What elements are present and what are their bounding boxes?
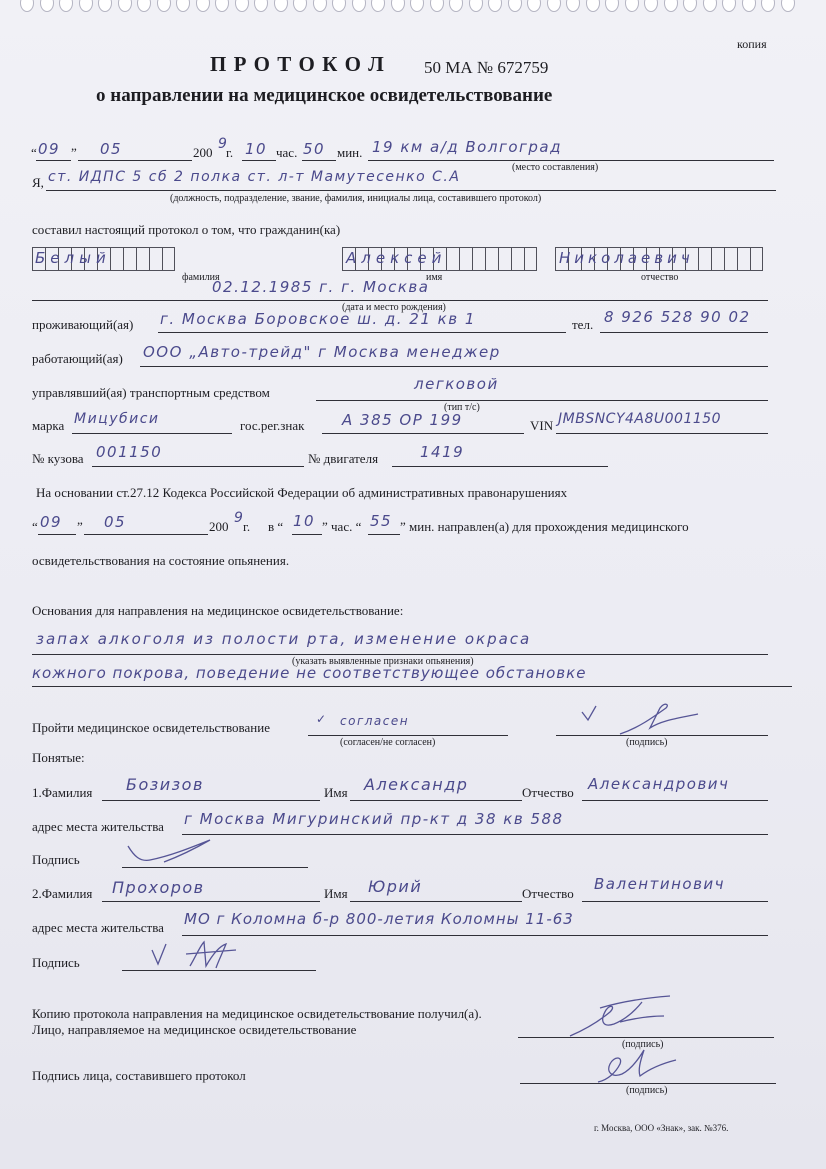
minute-field[interactable]: 50 xyxy=(303,140,326,158)
spiral-hole xyxy=(371,0,385,12)
spiral-hole xyxy=(391,0,405,12)
char-box xyxy=(472,247,485,271)
spiral-hole xyxy=(703,0,717,12)
witness-2-surname-label: 2.Фамилия xyxy=(32,886,93,901)
spiral-hole xyxy=(293,0,307,12)
signs-line-2[interactable]: кожного покрова, поведение не соответствующее обстановке xyxy=(32,664,587,682)
print-footer: г. Москва, ООО «Знак», зак. №376. xyxy=(594,1123,729,1133)
spiral-holes xyxy=(0,0,826,22)
date-month-field[interactable]: 05 xyxy=(100,140,123,158)
page-title: П Р О Т О К О Л xyxy=(210,52,385,76)
witness-2-signature-icon xyxy=(150,938,260,972)
place-field[interactable]: 19 км а/д Волгоград xyxy=(372,138,562,156)
direction-text: ” мин. направлен(а) для прохождения медицинского xyxy=(400,519,689,534)
direction-day-field[interactable]: 09 xyxy=(40,513,63,531)
person-sent-label: Лицо, направляемое на медицинское освидетельствование xyxy=(32,1022,357,1037)
witness-1-surname-label: 1.Фамилия xyxy=(32,785,93,800)
char-box xyxy=(698,247,711,271)
officer-caption: (должность, подразделение, звание, фамилия, инициалы лица, составившего протокол) xyxy=(170,193,542,204)
spiral-hole xyxy=(20,0,34,12)
officer-signature-caption: (подпись) xyxy=(626,1085,668,1096)
char-box xyxy=(711,247,724,271)
direction-in-label: в “ xyxy=(268,519,284,534)
plate-field[interactable]: А 385 ОР 199 xyxy=(342,411,463,429)
date-day-field[interactable]: 09 xyxy=(38,140,61,158)
spiral-hole xyxy=(605,0,619,12)
direction-month-field[interactable]: 05 xyxy=(104,513,127,531)
spiral-hole xyxy=(722,0,736,12)
residence-label: проживающий(ая) xyxy=(32,317,134,332)
witness-2-patronymic-field[interactable]: Валентинович xyxy=(594,875,726,893)
year-suffix-label: г. xyxy=(226,145,234,160)
direction-hour-label: ” час. “ xyxy=(322,519,362,534)
witness-1-address-field[interactable]: г Москва Мигуринский пр-кт д 38 кв 588 xyxy=(184,810,564,828)
body-label: № кузова xyxy=(32,451,84,466)
spiral-hole xyxy=(781,0,795,12)
spiral-hole xyxy=(235,0,249,12)
patronymic-field[interactable]: Николаевич xyxy=(559,249,694,267)
consent-field[interactable]: согласен xyxy=(340,714,410,728)
spiral-hole xyxy=(644,0,658,12)
hour-label: час. xyxy=(276,145,298,160)
char-box xyxy=(498,247,511,271)
witness-1-address-label: адрес места жительства xyxy=(32,819,164,834)
vin-label: VIN xyxy=(530,418,554,433)
year-label: 200 xyxy=(193,145,213,160)
witness-1-surname-field[interactable]: Бозизов xyxy=(126,775,204,794)
hour-field[interactable]: 10 xyxy=(245,140,268,158)
spiral-hole xyxy=(410,0,424,12)
name-caption: имя xyxy=(426,272,443,283)
spiral-hole xyxy=(215,0,229,12)
spiral-hole xyxy=(40,0,54,12)
patient-signature-caption: (подпись) xyxy=(626,737,668,748)
brand-field[interactable]: Мицубиси xyxy=(74,411,160,427)
officer-signature-icon xyxy=(590,1048,700,1090)
char-box xyxy=(524,247,537,271)
spiral-hole xyxy=(196,0,210,12)
vehicle-type-field[interactable]: легковой xyxy=(414,375,499,393)
minute-label: мин. xyxy=(337,145,363,160)
spiral-hole xyxy=(79,0,93,12)
officer-signature-label: Подпись лица, составившего протокол xyxy=(32,1068,246,1083)
witness-2-address-label: адрес места жительства xyxy=(32,920,164,935)
direction-year-label: 200 xyxy=(209,519,229,534)
direction-year-field[interactable]: 9 xyxy=(234,510,245,526)
intoxication-text: освидетельствования на состояние опьянения. xyxy=(32,553,290,568)
spiral-hole xyxy=(137,0,151,12)
signs-caption: (указать выявленные признаки опьянения) xyxy=(292,656,474,667)
witnesses-heading: Понятые: xyxy=(32,750,85,765)
copy-received-text: Копию протокола направления на медицинское освидетельствование получил(а). xyxy=(32,1006,482,1021)
signs-line-1[interactable]: запах алкоголя из полости рта, изменение окраса xyxy=(36,630,532,648)
birth-caption: (дата и место рождения) xyxy=(342,302,446,313)
protocol-sheet: копия П Р О Т О К О Л 50 МА № 672759 о направлении на медицинское освидетельствование “ 09 ” 05 200 9 г. 10 час. 50 мин. 19 км а/д Волгоград (место составления) Я, ст. ИДПС 5 сб 2 полка ст. л-т Мамутесенко С.А (должность, подразделение, звание, фамилия, инициалы лица, составившего протокол) составил настоящий протокол о том, что гражданин(ка) Белый Алексей Николаевич фамилия имя отчество 02.12.1985 г. г. Москва (дата и место рождения) проживающий(ая) г. Москва Боровское ш. д. 21 кв 1 тел. 8 926 528 90 02 работающий(ая) ООО „Авто-трейд" г Москва менеджер управлявший(ая) транспортным средством легковой (тип т/с) марка Мицубиси гос.рег.знак А 385 ОР 199 VIN JMBSNCY4A8U001150 № кузова 001150 № двигателя 1419 На основании ст.27.12 Кодекса Российской Федерации об административных правонарушениях “ 09 ” 05 200 9 г. в “ 10 ” час. “ 55 ” мин. направлен(а) для прохождения медицинского освидетельствования на состояние опьянения. Основания для направления на медицинское освидетельствование: запах алкоголя из полости рта, изменение окраса (указать выявленные признаки опьянения) кожного покрова, поведение не соответствующее обстановке Пройти медицинское освидетельствование ✓ согласен (согласен/не согласен) (подпись) Понятые: 1.Фамилия Бозизов Имя Александр Отчество Александрович адрес места жительства г Москва Мигуринский пр-кт д 38 кв 588 Подпись 2.Фамилия Прохоров Имя Юрий Отчество Валентинович адрес места жительства МО г Коломна б-р 800-летия Коломны 11-63 Подпись Копию протокола направления на медицинское освидетельствование получил(а). Лицо, направляемое на медицинское освидетельствование (подпись) Подпись лица, составившего протокол (подпись) г. Москва, ООО «Знак», зак. №376. xyxy=(0,0,826,1169)
spiral-hole xyxy=(157,0,171,12)
witness-2-address-field[interactable]: МО г Коломна б-р 800-летия Коломны 11-63 xyxy=(184,910,574,928)
surname-field[interactable]: Белый xyxy=(35,249,111,267)
work-field[interactable]: ООО „Авто-трейд" г Москва менеджер xyxy=(143,343,501,361)
witness-1-signature-icon xyxy=(122,834,242,868)
char-box xyxy=(446,247,459,271)
residence-field[interactable]: г. Москва Боровское ш. д. 21 кв 1 xyxy=(160,310,476,328)
spiral-hole xyxy=(683,0,697,12)
page-subtitle: о направлении на медицинское освидетельствование xyxy=(96,85,553,106)
spiral-hole xyxy=(664,0,678,12)
char-box xyxy=(459,247,472,271)
direction-hour-field[interactable]: 10 xyxy=(293,512,316,530)
birth-field[interactable]: 02.12.1985 г. г. Москва xyxy=(212,278,430,296)
phone-label: тел. xyxy=(572,317,594,332)
person-sent-signature-caption: (подпись) xyxy=(622,1039,664,1050)
patient-signature-1-icon xyxy=(580,700,720,740)
grounds-heading: Основания для направления на медицинское освидетельствование: xyxy=(32,603,404,618)
surname-caption: фамилия xyxy=(182,272,220,283)
witness-1-name-field[interactable]: Александр xyxy=(364,775,469,794)
spiral-hole xyxy=(469,0,483,12)
char-box xyxy=(737,247,750,271)
witness-2-signature-label: Подпись xyxy=(32,955,80,970)
spiral-hole xyxy=(488,0,502,12)
char-box xyxy=(136,247,149,271)
spiral-hole xyxy=(176,0,190,12)
date-year-field[interactable]: 9 xyxy=(218,136,229,152)
char-box xyxy=(123,247,136,271)
spiral-hole xyxy=(527,0,541,12)
witness-2-name-field[interactable]: Юрий xyxy=(368,877,423,896)
engine-number-field[interactable]: 1419 xyxy=(420,443,465,461)
witness-1-patronymic-label: Отчество xyxy=(522,785,574,800)
officer-field[interactable]: ст. ИДПС 5 сб 2 полка ст. л-т Мамутесенко С.А xyxy=(48,169,461,185)
witness-2-surname-field[interactable]: Прохоров xyxy=(112,878,205,897)
char-box xyxy=(162,247,175,271)
composed-text: составил настоящий протокол о том, что гражданин(ка) xyxy=(32,222,341,237)
spiral-hole xyxy=(547,0,561,12)
consent-tick-icon: ✓ xyxy=(316,712,328,726)
vehicle-type-caption: (тип т/с) xyxy=(444,402,480,413)
spiral-hole xyxy=(254,0,268,12)
spiral-hole xyxy=(449,0,463,12)
spiral-hole xyxy=(761,0,775,12)
spiral-hole xyxy=(118,0,132,12)
patronymic-caption: отчество xyxy=(641,272,679,283)
spiral-hole xyxy=(274,0,288,12)
person-sent-signature-icon xyxy=(560,992,690,1042)
spiral-hole xyxy=(98,0,112,12)
witness-1-name-label: Имя xyxy=(324,785,348,800)
spiral-hole xyxy=(625,0,639,12)
work-label: работающий(ая) xyxy=(32,351,123,366)
spiral-hole xyxy=(508,0,522,12)
witness-1-patronymic-field[interactable]: Александрович xyxy=(588,775,730,793)
witness-1-signature-label: Подпись xyxy=(32,852,80,867)
spiral-hole xyxy=(566,0,580,12)
vin-field[interactable]: JMBSNCY4A8U001150 xyxy=(558,411,722,427)
phone-field[interactable]: 8 926 528 90 02 xyxy=(604,308,751,326)
spiral-hole xyxy=(59,0,73,12)
direction-minute-field[interactable]: 55 xyxy=(370,512,393,530)
body-number-field[interactable]: 001150 xyxy=(96,443,163,461)
witness-2-name-label: Имя xyxy=(324,886,348,901)
spiral-hole xyxy=(742,0,756,12)
spiral-hole xyxy=(430,0,444,12)
char-box xyxy=(750,247,763,271)
engine-label: № двигателя xyxy=(308,451,379,466)
witness-2-patronymic-label: Отчество xyxy=(522,886,574,901)
direction-year-suffix: г. xyxy=(243,519,251,534)
copy-mark: копия xyxy=(737,37,767,51)
char-box xyxy=(511,247,524,271)
char-box xyxy=(149,247,162,271)
spiral-hole xyxy=(332,0,346,12)
protocol-number: 50 МА № 672759 xyxy=(424,58,549,77)
exam-consent-label: Пройти медицинское освидетельствование xyxy=(32,720,270,735)
char-box xyxy=(110,247,123,271)
officer-prefix: Я, xyxy=(32,175,44,190)
spiral-hole xyxy=(313,0,327,12)
plate-label: гос.рег.знак xyxy=(240,418,305,433)
place-caption: (место составления) xyxy=(512,162,599,173)
name-field[interactable]: Алексей xyxy=(346,249,447,267)
spiral-hole xyxy=(586,0,600,12)
brand-label: марка xyxy=(32,418,65,433)
consent-caption: (согласен/не согласен) xyxy=(340,737,436,748)
legal-basis-text: На основании ст.27.12 Кодекса Российской Федерации об административных правонарушениях xyxy=(36,485,568,500)
char-box xyxy=(724,247,737,271)
vehicle-label: управлявший(ая) транспортным средством xyxy=(32,385,270,400)
char-box xyxy=(485,247,498,271)
spiral-hole xyxy=(352,0,366,12)
